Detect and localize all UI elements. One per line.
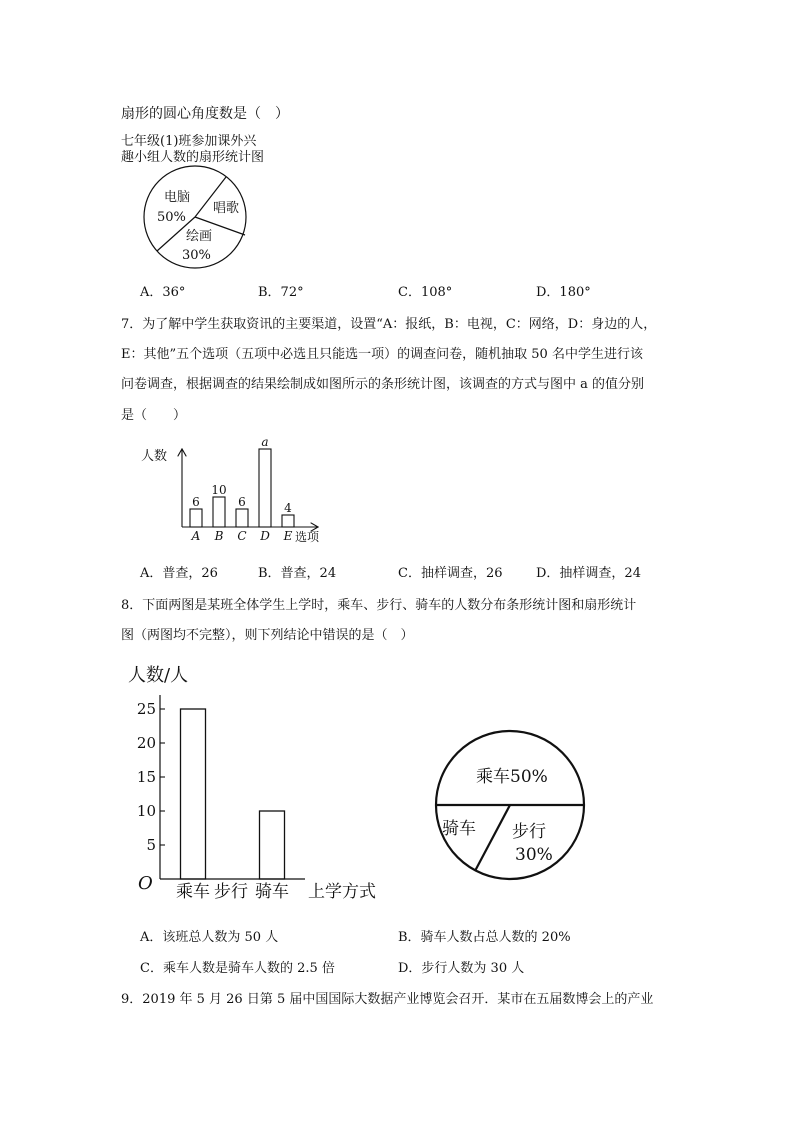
q7-option-a: A．普查，26 xyxy=(140,566,218,581)
q6-slice-label-singing: 唱歌 xyxy=(213,201,240,216)
q8-origin-label: O xyxy=(138,873,153,894)
q7-option-c: C．抽样调查，26 xyxy=(398,566,503,581)
q8-slice-label-bike: 骑车 xyxy=(442,819,476,839)
q7-category-label: B xyxy=(214,529,224,543)
q8-bar-1 xyxy=(181,709,206,879)
q7-bar-value-label: 6 xyxy=(192,495,200,509)
q8-bar-chart xyxy=(120,655,390,910)
q8-y-tick-label: 25 xyxy=(136,700,156,718)
q6-option-c: C．108° xyxy=(398,285,453,300)
q9-line-1: 9．2019 年 5 月 26 日第 5 届中国国际大数据产业博览会召开．某市在五届数博会上的产业 xyxy=(121,992,654,1007)
q7-y-axis-label: 人数 xyxy=(141,449,168,464)
q6-slice-pct-computer: 50% xyxy=(157,210,186,225)
q8-bar-3 xyxy=(260,811,285,879)
q7-line-1: 7．为了解中学生获取资讯的主要渠道，设置“A：报纸，B：电视，C：网络，D：身边的人， xyxy=(121,317,657,332)
q6-option-a: A．36° xyxy=(140,285,186,300)
q6-slice-pct-painting: 30% xyxy=(182,248,211,263)
q7-bar-value-label: 4 xyxy=(284,501,292,515)
q7-bar-A xyxy=(190,509,202,527)
q8-y-tick-label: 15 xyxy=(136,768,156,786)
q6-stem-end: 扇形的圆心角度数是（ ） xyxy=(121,106,289,122)
q7-bar-value-label: 6 xyxy=(238,495,246,509)
q7-bar-value-label: a xyxy=(261,435,269,449)
q6-chart-title-1: 七年级(1)班参加课外兴 xyxy=(121,134,257,149)
q7-category-label: D xyxy=(260,529,270,543)
q8-y-tick-label: 5 xyxy=(146,836,156,854)
q7-option-b: B．普查，24 xyxy=(258,566,337,581)
q8-y-tick-label: 20 xyxy=(136,734,156,752)
q7-bar-D xyxy=(259,449,271,527)
q8-option-d: D．步行人数为 30 人 xyxy=(398,961,525,976)
q7-bar-C xyxy=(236,509,248,527)
q7-bar-E xyxy=(282,515,294,527)
q7-option-d: D．抽样调查，24 xyxy=(536,566,641,581)
q6-option-d: D．180° xyxy=(536,285,591,300)
q8-category-label: 步行 xyxy=(214,882,248,902)
q7-bar-chart xyxy=(135,428,335,548)
q8-line-1: 8．下面两图是某班全体学生上学时，乘车、步行、骑车的人数分布条形统计图和扇形统计 xyxy=(121,598,637,613)
q8-category-label: 乘车 xyxy=(176,882,210,902)
q6-slice-label-computer: 电脑 xyxy=(164,190,191,205)
q8-option-b: B．骑车人数占总人数的 20% xyxy=(398,930,571,945)
q7-bar-value-label: 10 xyxy=(211,483,227,497)
q8-line-2: 图（两图均不完整），则下列结论中错误的是（ ） xyxy=(121,628,414,643)
q8-pie-chart xyxy=(425,720,595,890)
q7-bar-B xyxy=(213,497,225,527)
q8-category-label: 骑车 xyxy=(255,882,289,902)
q8-slice-label-bus: 乘车50% xyxy=(476,767,548,787)
q8-slice-label-walk: 步行 xyxy=(512,822,546,842)
q7-line-3: 问卷调查，根据调查的结果绘制成如图所示的条形统计图，该调查的方式与图中 a 的值分别 xyxy=(121,377,645,392)
q6-pie-chart xyxy=(140,165,260,270)
q8-option-c: C．乘车人数是骑车人数的 2.5 倍 xyxy=(140,961,335,976)
q7-category-label: A xyxy=(191,529,201,543)
q8-option-a: A．该班总人数为 50 人 xyxy=(140,930,279,945)
q8-y-tick-label: 10 xyxy=(136,802,156,820)
q8-slice-pct-walk: 30% xyxy=(515,845,553,865)
q8-y-axis-label: 人数/人 xyxy=(128,665,189,686)
q7-category-label: E xyxy=(283,529,293,543)
q6-chart-title-2: 趣小组人数的扇形统计图 xyxy=(121,150,265,165)
q7-x-axis-label: 选项 xyxy=(295,530,320,544)
q8-pie-divider xyxy=(475,805,510,871)
q6-option-b: B．72° xyxy=(258,285,304,300)
q8-x-axis-label: 上学方式 xyxy=(308,882,376,902)
q6-slice-label-painting: 绘画 xyxy=(186,229,213,244)
q7-category-label: C xyxy=(237,529,247,543)
q7-line-2: E：其他”五个选项（五项中必选且只能选一项）的调查问卷，随机抽取 50 名中学生进行该 xyxy=(121,347,643,362)
q7-line-4: 是（ ） xyxy=(121,408,187,423)
